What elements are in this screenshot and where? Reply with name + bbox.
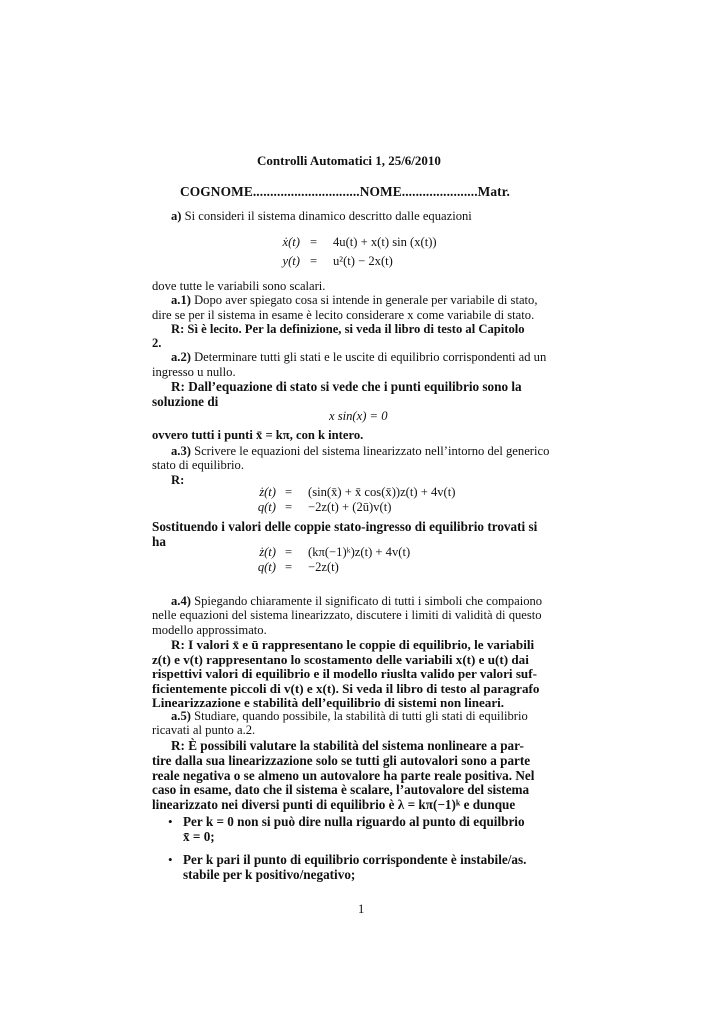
a2-answer2: soluzione di [152,394,219,409]
a3-eq1-sign: = [285,485,293,499]
a3-answer-label: R: [171,473,185,487]
system-eq-sign-1: = [310,235,318,249]
a3-eq2-rhs: −2z(t) + (2ū)v(t) [308,500,392,514]
a1-line1: a.1) Dopo aver spiegato cosa si intende in generale per variabile di stato, [171,293,538,307]
a3-eq4-sign: = [285,560,293,574]
bullet-dot-2: • [168,852,173,867]
system-eq-sign-2: = [310,254,318,268]
a4-answer5: Linearizzazione e stabilità dell’equilibrio di sistemi non lineari. [152,695,505,710]
a4-answer1: R: I valori x̄ e ū rappresentano le coppie di equilibrio, le variabili [171,637,535,652]
intro-label: a) [171,209,182,223]
a5-bullet2-line2: stabile per k positivo/negativo; [183,867,356,882]
a5-answer5: linearizzato nei diversi punti di equilibrio è λ = kπ(−1)ᵏ e dunque [152,797,516,812]
a3-eq4-rhs: −2z(t) [308,560,339,574]
after-eq-text: dove tutte le variabili sono scalari. [152,279,326,293]
a2-answer1: R: Dall’equazione di stato si vede che i punti equilibrio sono la [171,379,522,394]
a4-answer2: z(t) e v(t) rappresentano lo scostamento delle variabili x(t) e u(t) dai [152,652,529,667]
a3-eq3-rhs: (kπ(−1)ᵏ)z(t) + 4v(t) [308,545,411,559]
intro-line [171,209,472,224]
a4-answer4: ficientemente piccoli di v(t) e x(t). Si veda il libro di testo al paragrafo [152,681,540,696]
document-page: Controlli Automatici 1, 25/6/2010 COGNOME...............................NOME......................Matr. a) Si consideri il sistema dinamico descritto dalle equazioni ẋ(t) = 4u(t) + x(t) sin (x(t)) y(t) = u²(t) − 2x(t) dove tutte le variabili sono scalari. a.1) Dopo aver spiegato cosa si intende in generale per variabile di stato, dire se per il sistema in esame è lecito considerare x come variabile di stato. R: Sì è lecito. Per la definizione, si veda il libro di testo al Capitolo 2. a.2) Determinare tutti gli stati e le uscite di equilibrio corrispondenti ad un ingresso u nullo. R: Dall’equazione di stato si vede che i punti equilibrio sono la soluzione di x sin(x) = 0 ovvero tutti i punti x̄ = kπ, con k intero. a.3) Scrivere le equazioni del sistema linearizzato nell’intorno del generico stato di equilibrio. R: ż(t) = (sin(x̄) + x̄ cos(x̄))z(t) + 4v(t) q(t) = −2z(t) + (2ū)v(t) Sostituendo i valori delle coppie stato-ingresso di equilibrio trovati si ha ż(t) = (kπ(−1)ᵏ)z(t) + 4v(t) q(t) = −2z(t) a.4) Spiegando chiaramente il significato di tutti i simboli che compaiono nelle equazioni del sistema linearizzato, discutere i limiti di validità di questo modello approssimato. R: I valori x̄ e ū rappresentano le coppie di equilibrio, le variabili z(t) e v(t) rappresentano lo scostamento delle variabili x(t) e u(t) dai rispettivi valori di equilibrio e il modello riuslta valido per valori suf- ficientemente piccoli di v(t) e x(t). Si veda il libro di testo al paragrafo Linearizzazione e stabilità dell’equilibrio di sistemi non lineari. a.5) Studiare, quando possibile, la stabilità di tutti gli stati di equilibrio ricavati al punto a.2. R: È possibili valutare la stabilità del sistema nonlineare a par- tire dalla sua linearizzazione solo se tutti gli autovalori sono a parte reale negativa o se almeno un autovalore ha parte reale positiva. Nel caso in esame, dato che il sistema è scalare, l’autovalore del sistema linearizzato nei diversi punti di equilibrio è λ = kπ(−1)ᵏ e dunque • Per k = 0 non si può dire nulla riguardo al punto di equilbrio x̄ = 0; • Per k pari il punto di equilibrio corrispondente è instabile/as. stabile per k positivo/negativo; 1 [152,153,550,916]
a5-answer3: reale negativa o se almeno un autovalore ha parte reale positiva. Nel [152,768,535,783]
a5-bullet1-line1: Per k = 0 non si può dire nulla riguardo al punto di equilbrio [183,814,525,829]
a4-answer3: rispettivi valori di equilibrio e il modello riuslta valido per valori suf- [152,666,537,681]
student-info-line: COGNOME...............................NOME......................Matr. [180,184,510,199]
a1-answer2: 2. [152,336,162,350]
a4-line2: nelle equazioni del sistema linearizzato, discutere i limiti di validità di questo [152,608,542,622]
system-eq-rhs-1: 4u(t) + x(t) sin (x(t)) [333,235,437,249]
a1-answer1: R: Sì è lecito. Per la definizione, si veda il libro di testo al Capitolo [171,322,525,336]
a3-eq3-sign: = [285,545,293,559]
a5-line2: ricavati al punto a.2. [152,723,256,737]
a5-answer2: tire dalla sua linearizzazione solo se tutti gli autovalori sono a parte [152,753,531,768]
a5-bullet1-line2: x̄ = 0; [183,829,215,844]
intro-text: Si consideri il sistema dinamico descritto dalle equazioni [181,209,472,223]
system-eq-rhs-2: u²(t) − 2x(t) [333,254,393,268]
a1-line2: dire se per il sistema in esame è lecito considerare x come variabile di stato. [152,308,535,322]
a3-eq1-rhs: (sin(x̄) + x̄ cos(x̄))z(t) + 4v(t) [308,485,456,499]
bullet-dot-1: • [168,814,173,829]
document-title: Controlli Automatici 1, 25/6/2010 [257,153,441,168]
a2-equation: x sin(x) = 0 [329,409,388,423]
a5-bullet2-line1: Per k pari il punto di equilibrio corrispondente è instabile/as. [183,852,527,867]
a4-line3: modello approssimato. [152,623,267,637]
a4-line1: a.4) Spiegando chiaramente il significato di tutti i simboli che compaiono [171,594,543,608]
a3-eq2-sign: = [285,500,293,514]
a5-answer1: R: È possibili valutare la stabilità del sistema nonlineare a par- [171,738,524,753]
a2-line2: ingresso u nullo. [152,365,236,379]
a2-line1: a.2) Determinare tutti gli stati e le uscite di equilibrio corrispondenti ad un [171,350,547,364]
a2-answer3: ovvero tutti i punti x̄ = kπ, con k intero. [152,428,364,442]
a3-line2: stato di equilibrio. [152,458,244,472]
page-number: 1 [358,902,365,916]
a5-answer4: caso in esame, dato che il sistema è scalare, l’autovalore del sistema [152,782,530,797]
a3-line1: a.3) Scrivere le equazioni del sistema linearizzato nell’intorno del generico [171,444,550,458]
a5-line1: a.5) Studiare, quando possibile, la stabilità di tutti gli stati di equilibrio [171,709,528,723]
a3-subst1: Sostituendo i valori delle coppie stato-ingresso di equilibrio trovati si [152,519,538,534]
a3-subst2: ha [152,534,166,549]
